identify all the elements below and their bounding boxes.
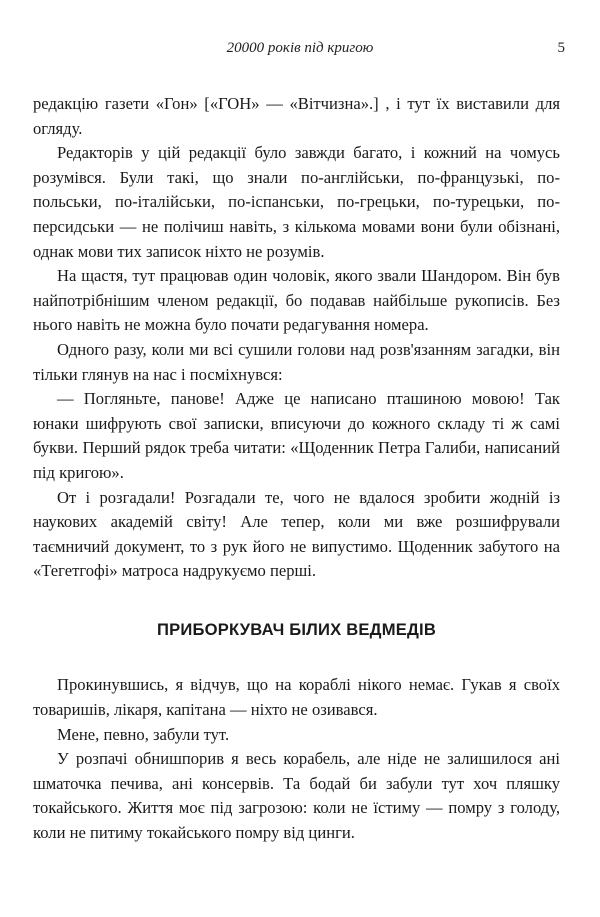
paragraph: Одного разу, коли ми всі сушили голови над розв'язанням загадки, він тільки глянув на нас і посміхнувся:	[33, 339, 560, 384]
section-title: ПРИБОРКУВАЧ БІЛИХ ВЕДМЕДІВ	[157, 619, 436, 639]
page-header	[0, 40, 600, 64]
running-title: 20000 років під кригою	[226, 40, 374, 56]
paragraph: От і розгадали! Розгадали те, чого не вдалося зробити жодній із наукових академій світу! Але тепер, коли ми вже розшифрували таємничий документ, то з рук його не випустимо. Щоденник забутого на «Тегетгофі» матроса надрукуємо перші.	[33, 487, 560, 581]
page-number: 5	[557, 40, 565, 56]
paragraph: У розпачі обнишпорив я весь корабель, але ніде не залишилося ані шматочка печива, ані консервів. Та бодай би забули тут хоч пляшку токайського. Життя моє під загрозою: коли не їстиму — помру з голоду, коли не питиму токайського помру від цинги.	[33, 749, 560, 843]
paragraph: Редакторів у цій редакції було завжди багато, і кожний на чомусь розумівся. Були такі, що знали по-англійськи, по-французькі, по-польськи, по-італійськи, по-іспанськи, по-грецьки, по-турецьки, по-персидськи — не полічиш навіть, з кількома мовами вони були обізнані, однак мови тих записок ніхто не розумів.	[33, 143, 560, 261]
paragraph: редакцію газети «Гон» [«ГОН» — «Вітчизна».] , і тут їх виставили для огляду.	[33, 94, 560, 138]
paragraph: Прокинувшись, я відчув, що на кораблі нікого немає. Гукав я своїх товаришів, лікаря, капітана — ніхто не озивався.	[33, 675, 560, 720]
paragraph: — Погляньте, панове! Адже це написано пташиною мовою! Так юнаки шифрують свої записки, вписуючи до кожного складу ті ж самі букви. Перший рядок треба читати: «Щоденник Петра Галиби, написаний під кригою».	[33, 389, 560, 482]
paragraph: На щастя, тут працював один чоловік, якого звали Шандором. Він був найпотрібнішим членом редакції, бо подавав найбільше рукописів. Без нього навіть не можна було почати редагування номера.	[33, 266, 560, 335]
page-body	[33, 92, 560, 846]
paragraph: Мене, певно, забули тут.	[57, 724, 230, 744]
